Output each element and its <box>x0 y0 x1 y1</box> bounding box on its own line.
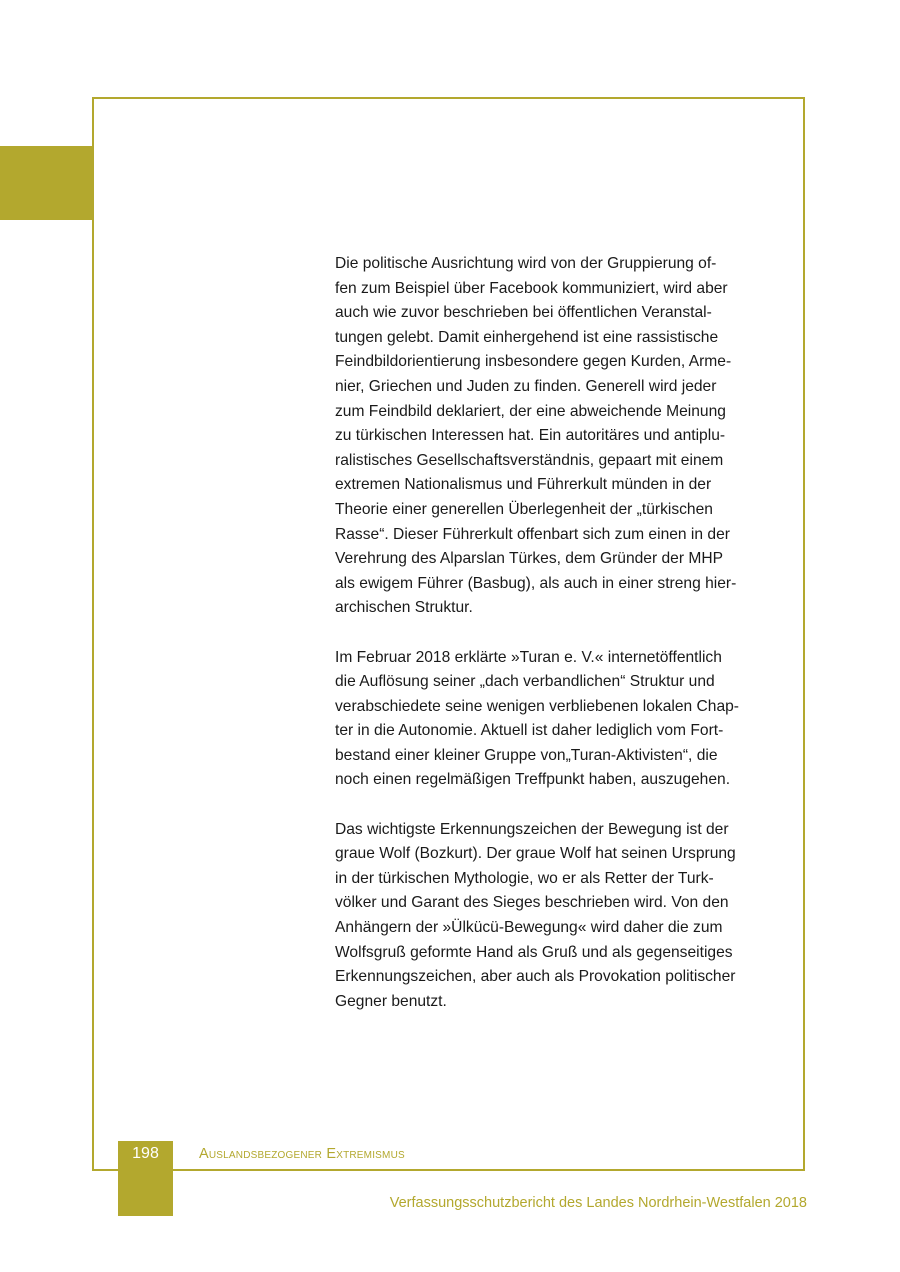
text-line: zum Feindbild deklariert, der eine abweichende Meinung <box>335 402 726 420</box>
text-line: archischen Struktur. <box>335 599 473 617</box>
text-line: verabschiedete seine wenigen verbliebenen lokalen Chap- <box>335 697 739 715</box>
text-line: graue Wolf (Bozkurt). Der graue Wolf hat seinen Ursprung <box>335 845 736 863</box>
text-line: nier, Griechen und Juden zu finden. Generell wird jeder <box>335 377 717 395</box>
text-line: Gegner benutzt. <box>335 992 447 1010</box>
body-text <box>335 252 775 1039</box>
text-line: Erkennungszeichen, aber auch als Provokation politischer <box>335 968 736 986</box>
text-line: Feindbildorientierung insbesondere gegen Kurden, Arme- <box>335 353 732 371</box>
chapter-marker-tab <box>0 146 93 220</box>
text-line: extremen Nationalismus und Führerkult münden in der <box>335 476 712 494</box>
paragraph-3 <box>335 818 775 1015</box>
text-line: tungen gelebt. Damit einhergehend ist eine rassistische <box>335 328 719 346</box>
footer-title: Verfassungsschutzbericht des Landes Nordrhein-Westfalen 2018 <box>389 1195 807 1211</box>
text-line: Rasse“. Dieser Führerkult offenbart sich zum einen in der <box>335 525 730 543</box>
text-line: noch einen regelmäßigen Treffpunkt haben, auszugehen. <box>335 771 731 789</box>
text-line: auch wie zuvor beschrieben bei öffentlichen Veranstal- <box>335 304 712 322</box>
section-title: Auslandsbezogener Extremismus <box>199 1146 405 1162</box>
text-line: Anhängern der »Ülkücü-Bewegung« wird daher die zum <box>335 919 723 937</box>
text-line: zu türkischen Interessen hat. Ein autoritäres und antiplu- <box>335 427 726 445</box>
text-line: fen zum Beispiel über Facebook kommuniziert, wird aber <box>335 279 728 297</box>
paragraph-1 <box>335 252 775 621</box>
text-line: völker und Garant des Sieges beschrieben wird. Von den <box>335 894 729 912</box>
text-line: als ewigem Führer (Basbug), als auch in einer streng hier- <box>335 574 737 592</box>
text-line: Verehrung des Alparslan Türkes, dem Gründer der MHP <box>335 550 724 568</box>
page-number: 198 <box>132 1145 159 1162</box>
text-line: ralistisches Gesellschaftsverständnis, gepaart mit einem <box>335 451 724 469</box>
text-line: Die politische Ausrichtung wird von der Gruppierung of- <box>335 255 717 272</box>
text-line: Theorie einer generellen Überlegenheit der „türkischen <box>335 500 713 518</box>
text-line: die Auflösung seiner „dach verbandlichen“ Struktur und <box>335 673 715 691</box>
text-line: Im Februar 2018 erklärte »Turan e. V.« internetöffentlich <box>335 648 722 666</box>
text-line: bestand einer kleiner Gruppe von„Turan-Aktivisten“, die <box>335 746 718 764</box>
text-line: Wolfsgruß geformte Hand als Gruß und als gegenseitiges <box>335 943 733 961</box>
text-line: Das wichtigste Erkennungszeichen der Bewegung ist der <box>335 820 729 838</box>
text-line: in der türkischen Mythologie, wo er als Retter der Turk- <box>335 869 714 887</box>
text-line: ter in die Autonomie. Aktuell ist daher lediglich vom Fort- <box>335 722 724 740</box>
paragraph-2 <box>335 646 775 794</box>
